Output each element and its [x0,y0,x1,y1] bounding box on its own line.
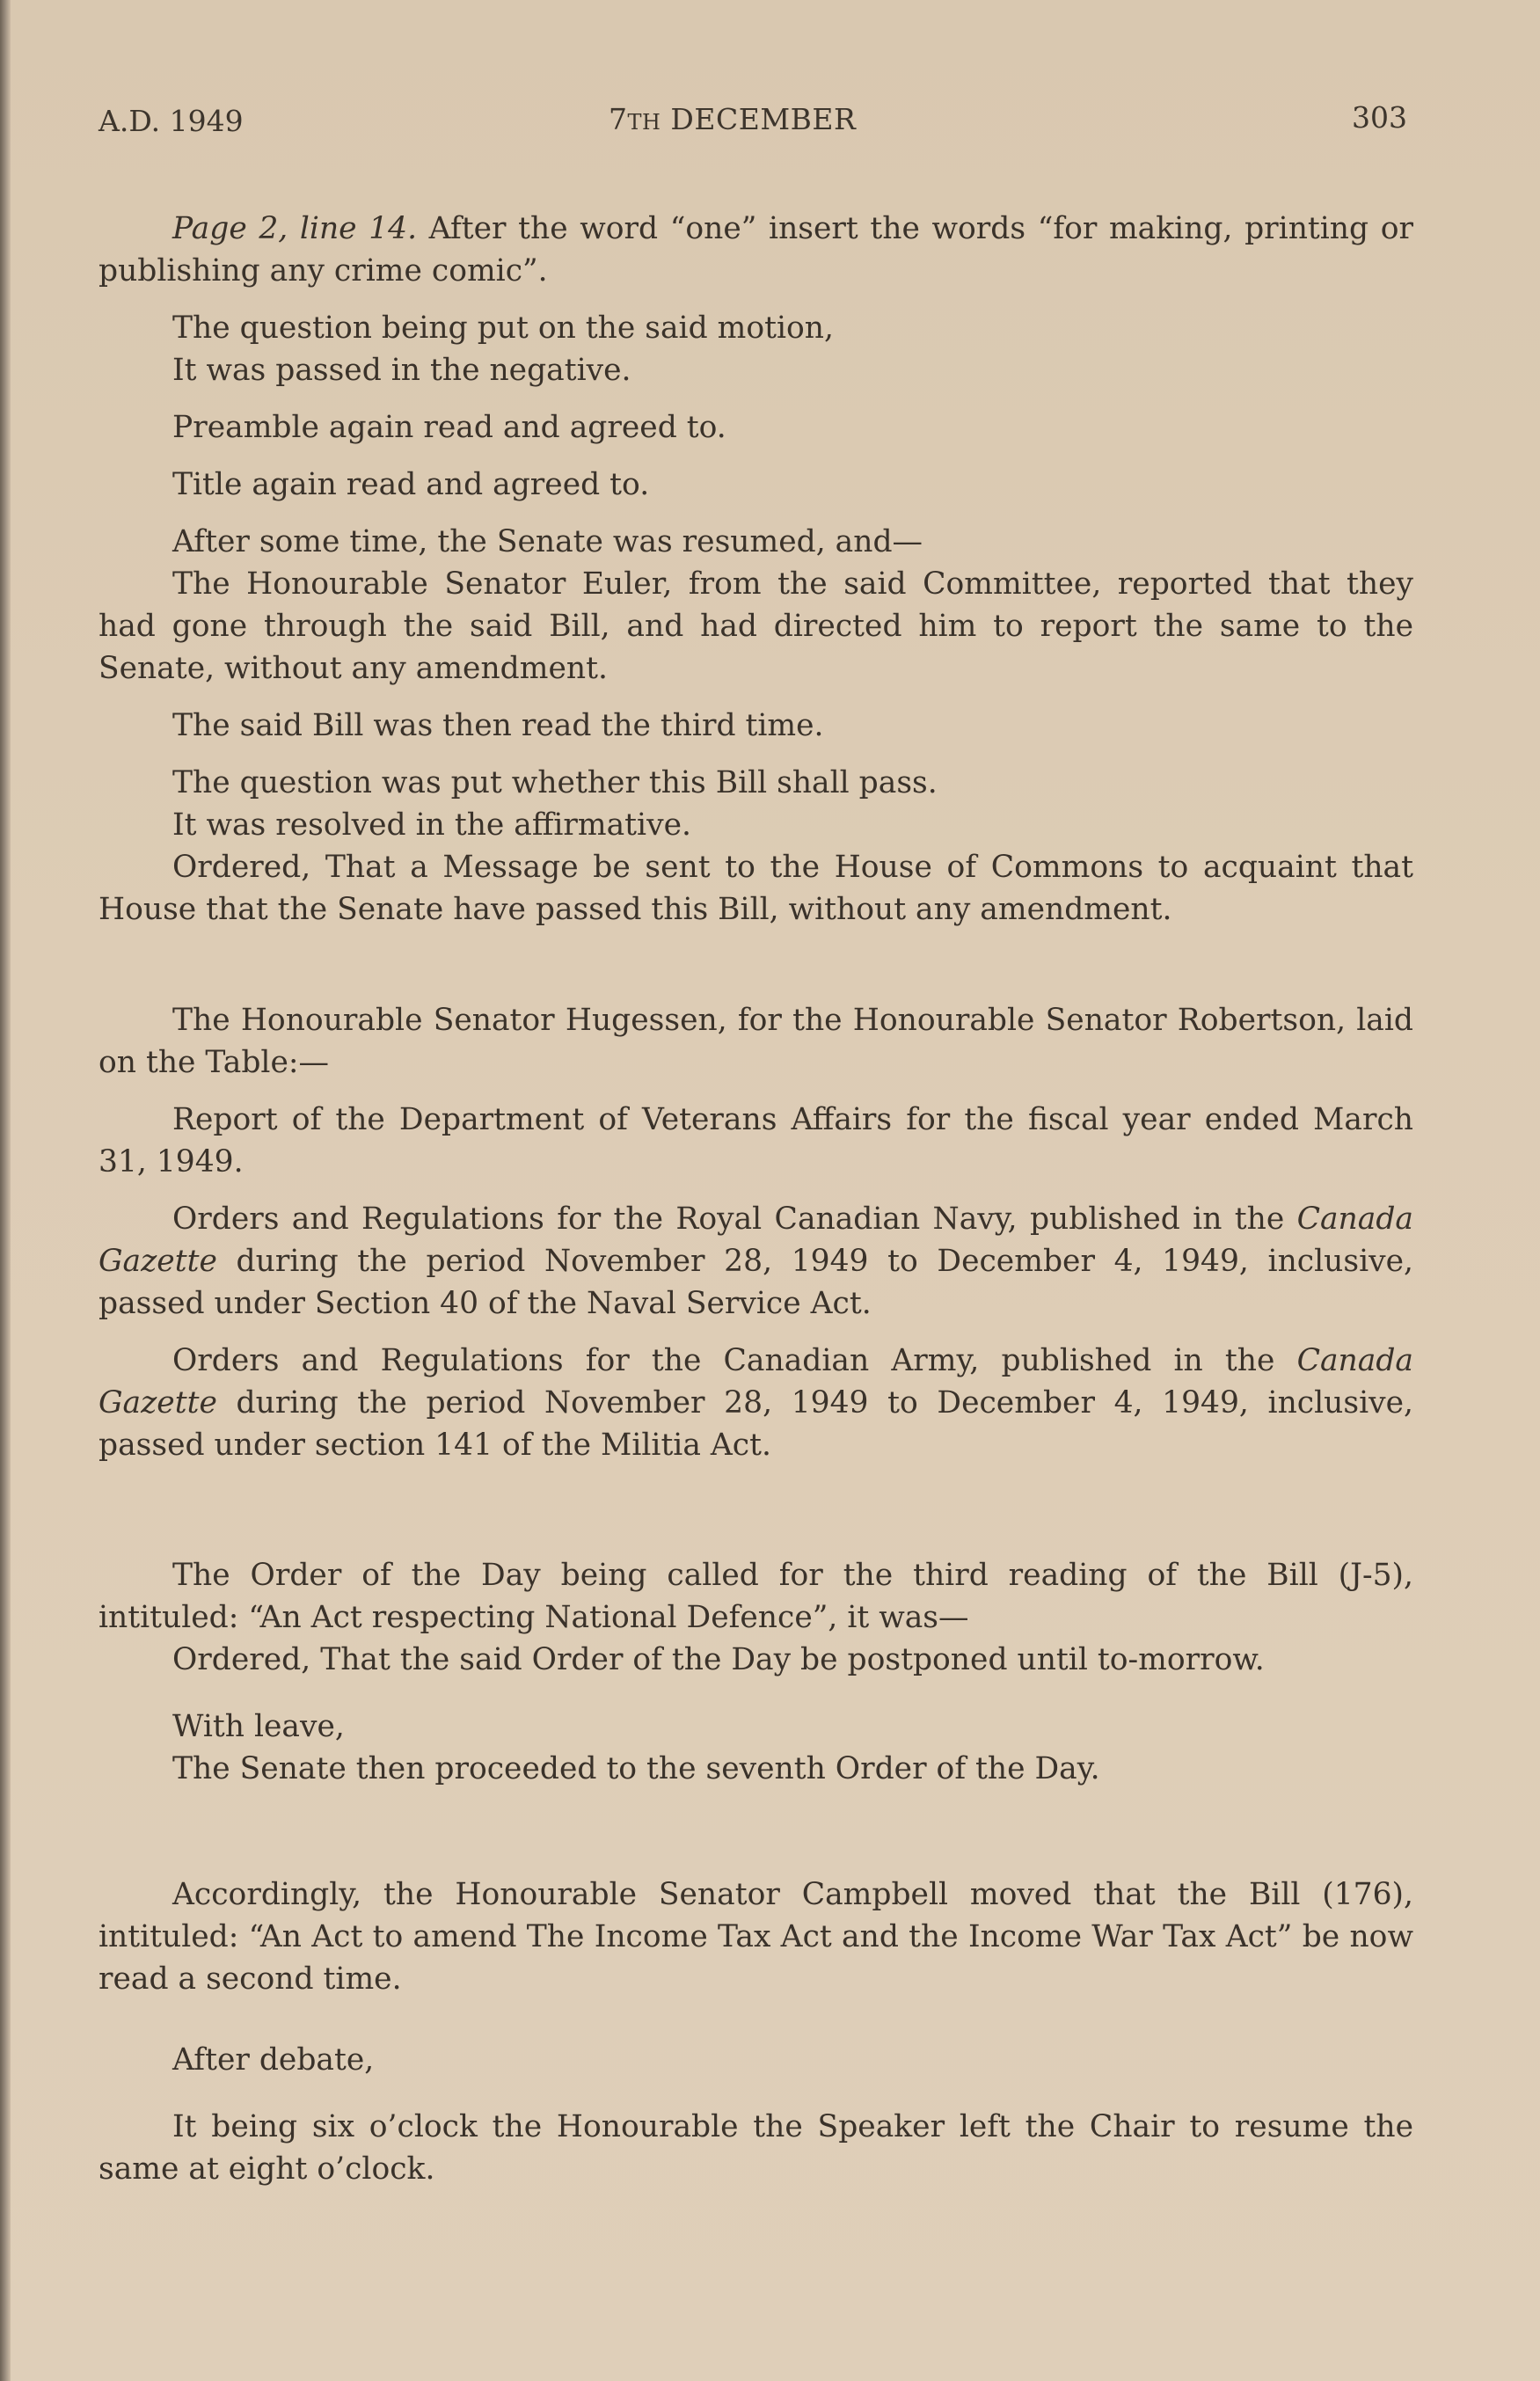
navy-gazette: Canada Gazette [99,1201,1413,1279]
paragraph-amendment [99,208,1413,292]
negative-result-line: It was passed in the negative. [172,353,631,388]
page-header [99,99,1407,142]
army-text-a: Orders and Regulations for the Canadian Army, published in the [172,1343,1297,1378]
page-number: 303 [1352,100,1407,135]
amendment-reference: Page 2, line 14. [172,211,418,246]
paragraph-postponed: Ordered, That the said Order of the Day be postponed until to-morrow. [172,1642,1265,1677]
paragraph-senate-resumed: After some time, the Senate was resumed, and— [172,524,923,559]
page-body [99,208,1413,2205]
paragraph-third-reading: The said Bill was then read the third time. [172,708,824,743]
header-date-suffix: TH [627,110,661,135]
paragraph-with-leave [99,1705,1413,1790]
paragraph-question-pass: The question was put whether this Bill shall pass. [172,765,938,800]
paragraph-committee-report: The Honourable Senator Euler, from the said Committee, reported that they had gone through the said Bill, and had directed him to report the same to the Senate, without any amendment. [99,566,1413,686]
seventh-order-line: The Senate then proceeded to the seventh Order of the Day. [172,1751,1100,1786]
paragraph-veterans-report: Report of the Department of Veterans Affairs for the fiscal year ended March 31, 1949. [99,1102,1413,1180]
paragraph-navy-regulations [99,1198,1413,1325]
paragraph-speaker-left: It being six o’clock the Honourable the Speaker left the Chair to resume the same at eight o’clock. [99,2109,1413,2187]
paragraph-laid-on-table: The Honourable Senator Hugessen, for the Honourable Senator Robertson, laid on the Table:— [99,1003,1413,1080]
header-year: A.D. 1949 [99,104,244,138]
header-date-month: DECEMBER [661,102,857,136]
paragraph-second-reading-motion: Accordingly, the Honourable Senator Campbell moved that the Bill (176), intituled: “An Act to amend The Income Tax Act and the Income War Tax Act” be now read a second time. [99,1877,1413,1997]
navy-text-b: during the period November 28, 1949 to December 4, 1949, inclusive, passed under Section 40 of the Naval Service Act. [99,1244,1413,1321]
page-binding-edge [0,0,11,2381]
paragraph-question-motion [99,307,1413,391]
army-gazette: Canada Gazette [99,1343,1413,1421]
paragraph-title: Title again read and agreed to. [172,467,650,502]
header-date-day: 7 [609,102,628,136]
question-motion-line: The question being put on the said motion, [172,310,834,346]
paragraph-order-of-day: The Order of the Day being called for the third reading of the Bill (J-5), intituled: “An Act respecting National Defence”, it was— [99,1558,1413,1635]
paragraph-affirmative: It was resolved in the affirmative. [172,807,691,843]
paragraph-preamble: Preamble again read and agreed to. [172,410,726,445]
with-leave-line: With leave, [172,1709,345,1744]
navy-text-a: Orders and Regulations for the Royal Canadian Navy, published in the [172,1201,1297,1237]
header-date [609,102,856,136]
amendment-text: After the word “one” insert the words “for making, printing or publishing any crime comic”. [99,211,1413,288]
paragraph-army-regulations [99,1340,1413,1466]
paragraph-after-debate: After debate, [172,2042,375,2078]
paragraph-message-commons: Ordered, That a Message be sent to the House of Commons to acquaint that House that the Senate have passed this Bill, without any amendment. [99,850,1413,927]
army-text-b: during the period November 28, 1949 to December 4, 1949, inclusive, passed under section 141 of the Militia Act. [99,1385,1413,1463]
